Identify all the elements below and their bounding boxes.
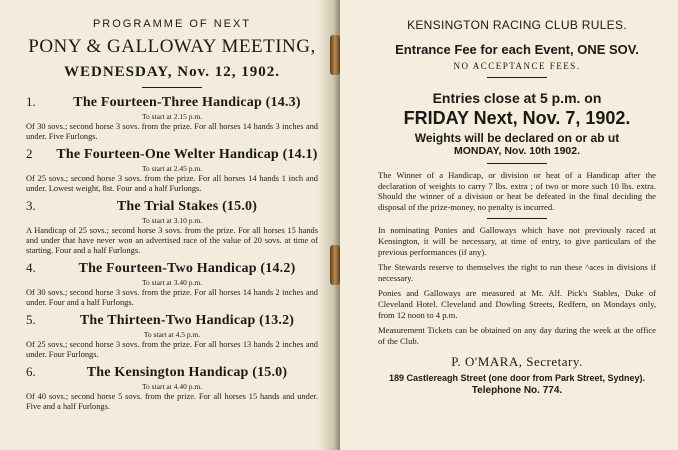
event-start-time: To start at 4.40 p.m. [141, 382, 203, 391]
event-name: The Fourteen-Three Handicap (14.3) [73, 95, 301, 110]
rule-stewards: The Stewards reserve to themselves the right to run these ^aces in divisions if necessary. [378, 262, 656, 283]
event-number: 5. [26, 312, 36, 327]
entries-close-date: FRIDAY Next, Nov. 7, 1902. [403, 108, 631, 128]
rule-measurement: Ponies and Galloways are measured at Mr. Alf. Pick's Stables, Duke of Cleveland Hotel. Cleveland and Dowling Streets, Redfern, on Mondays only, from 12 noon to 4 p.m. [378, 288, 656, 320]
rule-nominating: In nominating Ponies and Galloways which have not previously raced at Kensington, it will be necessary, at time of entry, to give particulars of the previous performances (if any). [378, 225, 656, 257]
event-2 [26, 146, 318, 194]
rule-tickets: Measurement Tickets can be obtained on any day during the week at the office of the Club. [378, 325, 656, 346]
event-name: The Kensington Handicap (15.0) [86, 365, 288, 380]
no-acceptance-fees: NO ACCEPTANCE FEES. [453, 61, 581, 71]
event-description: Of 25 sovs.; second horse 3 sovs. from the prize. For all horses 14 hands 1 inch and under. Lowest weight, 8st. Four and a half Furlongs. [26, 174, 318, 193]
event-number: 3. [26, 198, 36, 213]
club-telephone: Telephone No. 774. [471, 385, 563, 397]
event-description: Of 30 sovs.; second horse 3 sovs. from the prize. For all horses 14 hands 3 inches and under. Five Furlongs. [26, 122, 318, 141]
event-name: The Thirteen-Two Handicap (13.2) [79, 313, 295, 328]
rules-title: KENSINGTON RACING CLUB RULES. [407, 18, 627, 32]
programme-heading: PROGRAMME OF NEXT [92, 18, 252, 30]
event-start-time: To start at 2.45 p.m. [141, 164, 203, 173]
event-name: The Fourteen-One Welter Handicap (14.1) [56, 147, 318, 162]
event-description: Of 40 sovs.; second horse 5 sovs. from the prize. For all horses 15 hands and under. Five and a half Furlongs. [26, 392, 318, 411]
event-description: Of 25 sovs.; second horse 3 sovs. from the prize. For all horses 13 hands 2 inches and under. Four Furlongs. [26, 340, 318, 359]
divider [142, 87, 202, 88]
event-number: 4. [26, 260, 36, 275]
staple-top [330, 35, 340, 75]
right-page [340, 0, 678, 450]
event-4 [26, 260, 318, 308]
event-number: 1. [26, 94, 36, 109]
event-name: The Fourteen-Two Handicap (14.2) [78, 261, 296, 276]
divider [487, 77, 547, 78]
event-start-time: To start at 3.40 p.m. [141, 278, 203, 287]
divider [487, 163, 547, 164]
event-3 [26, 198, 318, 256]
event-description: Of 30 sovs.; second horse 3 sovs. from the prize. For all horses 14 hands 2 inches and under. Four and a half Furlongs. [26, 288, 318, 307]
entrance-fee: Entrance Fee for each Event, ONE SOV. [395, 42, 639, 57]
secretary-name: P. O'MARA, Secretary. [451, 354, 583, 370]
weights-declared: Weights will be declared on or ab ut [414, 131, 620, 145]
divider [487, 218, 547, 219]
event-start-time: To start at 2.15 p.m. [141, 112, 203, 121]
club-address: 189 Castlereagh Street (one door from Park Street, Sydney). [388, 373, 646, 384]
event-start-time: To start at 4.5 p.m. [143, 330, 201, 339]
meeting-title: PONY & GALLOWAY MEETING, [28, 36, 316, 57]
event-description: A Handicap of 25 sovs.; second horse 3 sovs. from the prize. For all horses 15 hands and under that have never won an advertised race of the value of 20 sovs. at time of starting. Four and a half Furlongs. [26, 226, 318, 255]
event-1 [26, 94, 318, 142]
event-number: 6. [26, 364, 36, 379]
event-5 [26, 312, 318, 360]
event-start-time: To start at 3.10 p.m. [141, 216, 203, 225]
event-6 [26, 364, 318, 412]
event-name: The Trial Stakes (15.0) [116, 199, 258, 214]
weights-declared-date: MONDAY, Nov. 10th 1902. [453, 145, 581, 157]
staple-bottom [330, 245, 340, 285]
left-page [0, 0, 336, 450]
rule-winner-penalty: The Winner of a Handicap, or division or heat of a Handicap after the declaration of weights to carry 7 lbs. extra ; of two or more such 10 lbs. extra. Should the winner of a division or heat be defeated in the final deciding the disposal of the prize-money, no penalty is incurred. [378, 170, 656, 212]
entries-close: Entries close at 5 p.m. on [432, 90, 602, 106]
meeting-date: WEDNESDAY, Nov. 12, 1902. [63, 64, 280, 80]
event-number: 2 [26, 146, 33, 161]
